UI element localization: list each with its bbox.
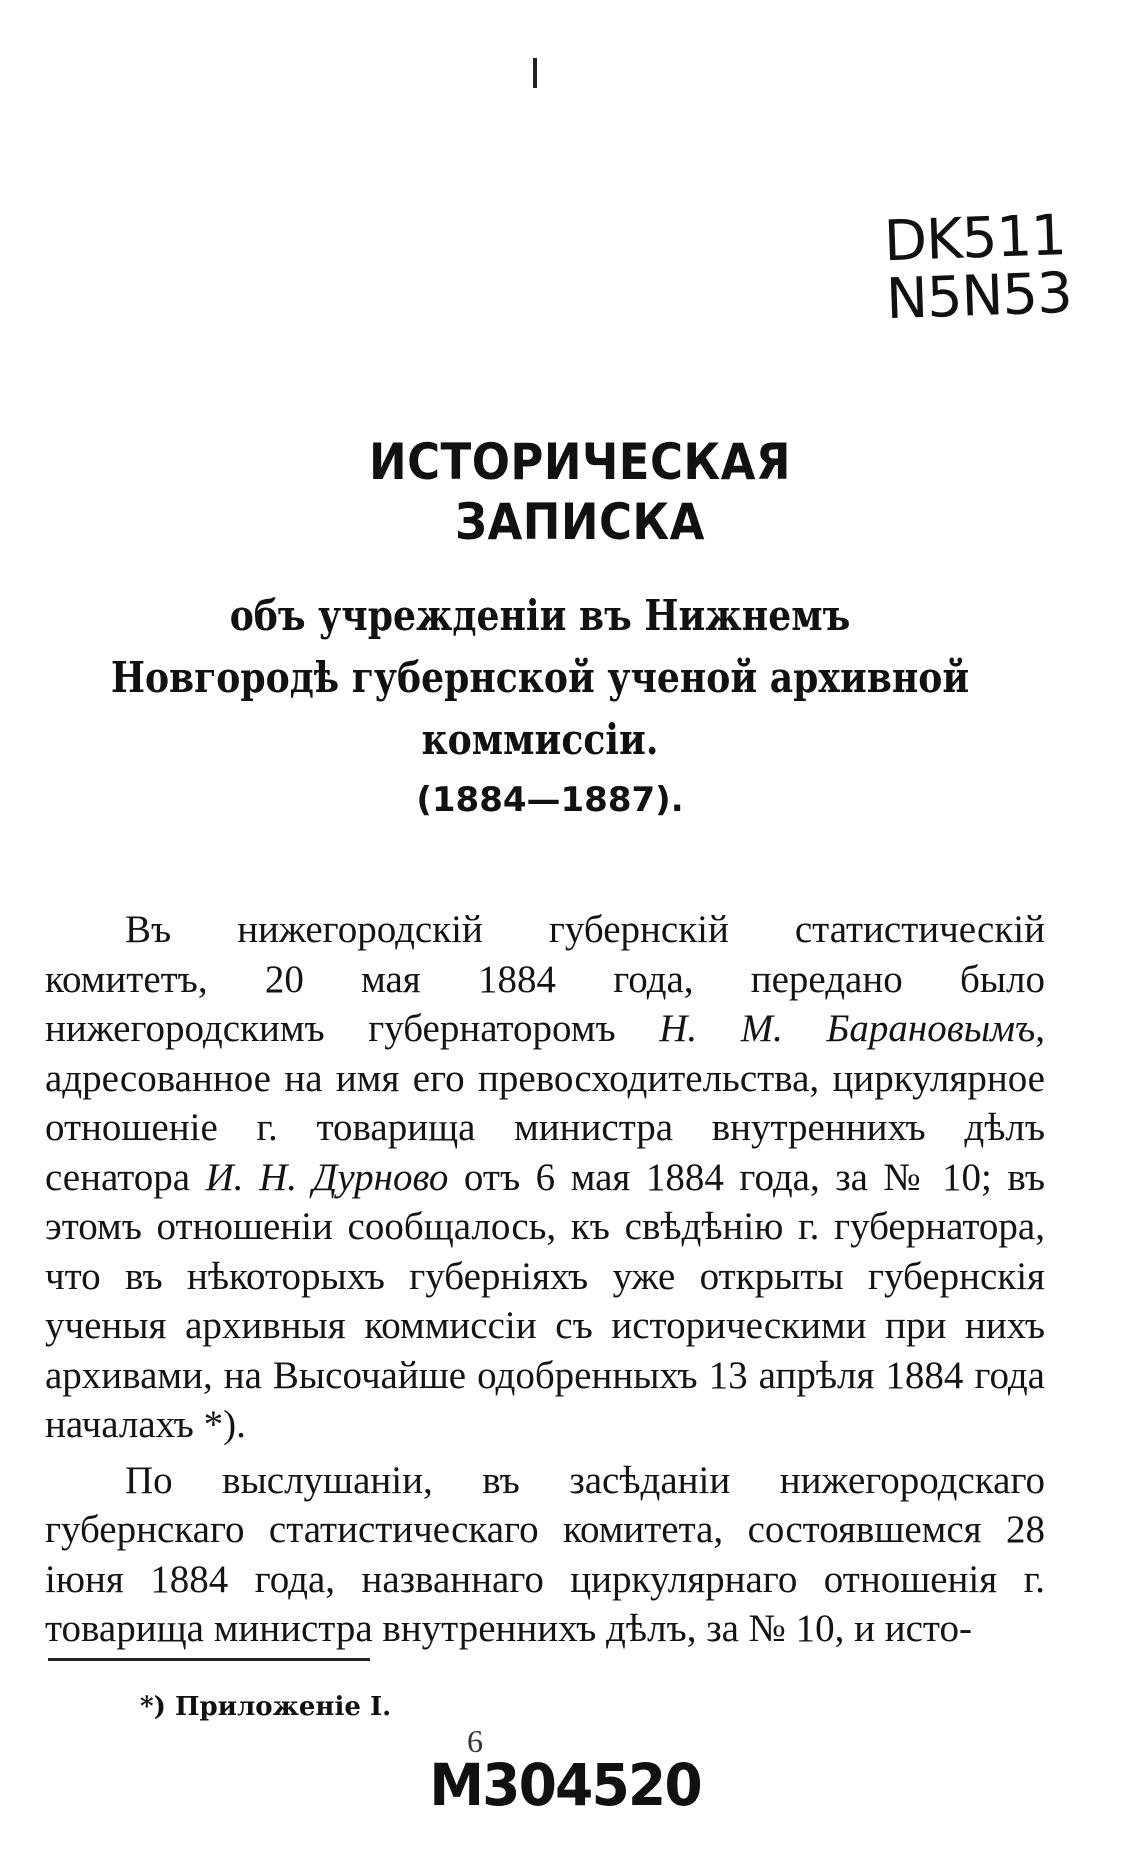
name-baranov: Н. М. Барановымъ (659, 1007, 1036, 1050)
page-mark (533, 58, 537, 88)
footnote: *) Приложеніе I. (140, 1692, 392, 1722)
document-title: ИСТОРИЧЕСКАЯ ЗАПИСКА (368, 433, 792, 551)
document-subtitle: объ учрежденіи въ Нижнемъ Новгородѣ губернской ученой архивной коммиссіи. (110, 591, 970, 764)
footnote-divider (48, 1658, 370, 1661)
call-number-line-1: DK511 (882, 203, 1067, 275)
paragraph-1-part-1: Въ нижегородскій губернскій статистическій комитетъ, 20 мая 1884 года, передано было нижегородскимъ губернаторомъ (45, 908, 1045, 1050)
name-durnovo: И. Н. Дурново (205, 1155, 449, 1199)
paragraph-1-part-3: отъ 6 мая 1884 года, за № 10; въ этомъ отношеніи сообщалось, къ свѣдѣнію г. губернатора, что въ нѣкоторыхъ губерніяхъ уже открыты губернскія ученыя архивныя коммиссіи съ историческими при нихъ архивами, на Высочайше одобренныхъ 13 апрѣля 1884 года началахъ *). (45, 1155, 1045, 1446)
shelf-stamp-number: M304520 (429, 1751, 701, 1819)
paragraph-1-part-2: , адресованное на имя его превосходительства, циркулярное отношеніе г. товарища министра внутреннихъ дѣлъ сенатора (45, 1007, 1045, 1199)
paragraph-1 (45, 905, 1045, 1450)
library-call-number (882, 203, 1077, 333)
call-number-line-2: N5N53 (884, 260, 1073, 333)
paragraph-2: По выслушаніи, въ засѣданіи нижегородскаго губернскаго статистическаго комитета, состоявшемся 28 іюня 1884 года, названнаго циркулярнаго отношенія г. товарища министра внутреннихъ дѣлъ, за № 10, и исто- (45, 1458, 1045, 1650)
body-text (45, 905, 1045, 1654)
page-number: 6 (467, 1723, 483, 1759)
document-dates: (1884—1887). (416, 780, 684, 820)
